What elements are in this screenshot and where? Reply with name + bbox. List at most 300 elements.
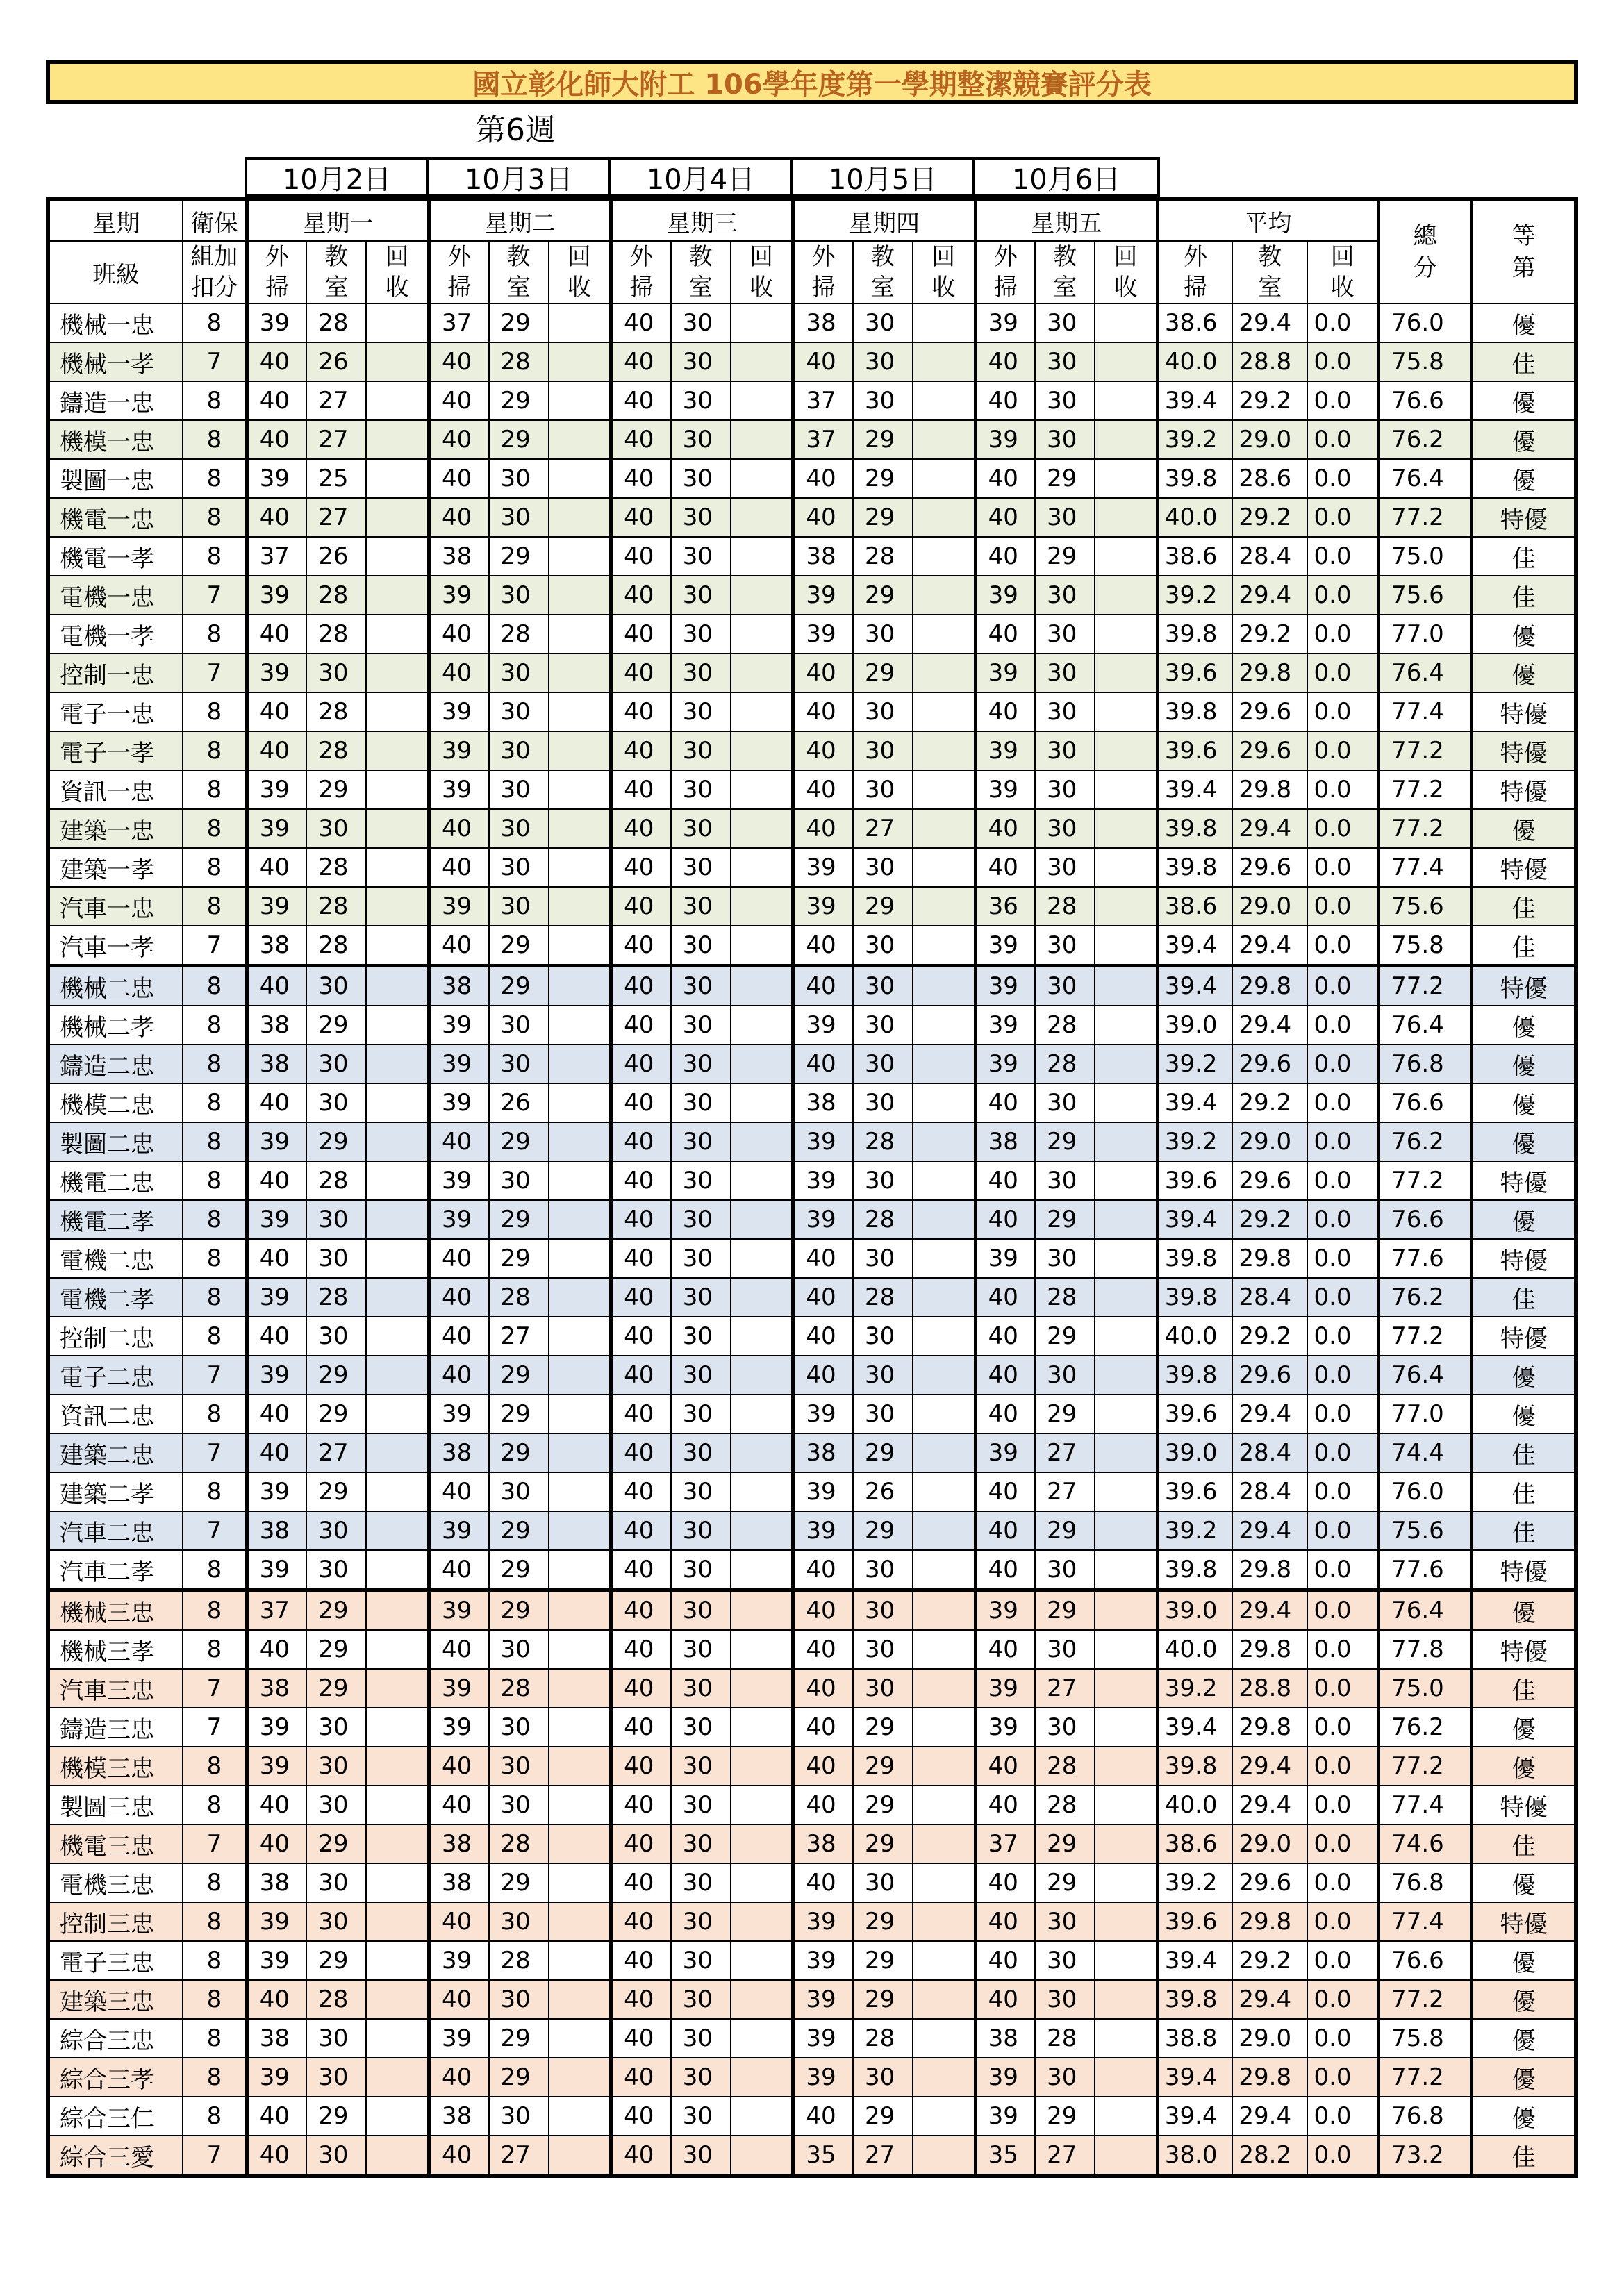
classroom-score: 30	[489, 1747, 549, 1786]
table-row	[48, 1902, 1576, 1941]
classroom-score: 29	[853, 1786, 913, 1824]
recycle-score	[549, 926, 611, 966]
total-score: 77.0	[1379, 1395, 1472, 1433]
recycle-score	[549, 303, 611, 342]
avg-outdoor: 39.4	[1157, 770, 1232, 809]
outdoor-score: 39	[247, 770, 306, 809]
outdoor-score: 40	[429, 1472, 488, 1511]
classroom-score: 30	[853, 1045, 913, 1083]
class-name: 控制三忠	[48, 1902, 183, 1941]
classroom-score: 29	[489, 2058, 549, 2097]
recycle-score	[913, 537, 975, 576]
total-score: 76.4	[1379, 459, 1472, 498]
outdoor-score: 40	[793, 1356, 853, 1395]
classroom-score: 30	[489, 692, 549, 731]
recycle-score	[731, 576, 793, 615]
outdoor-score: 39	[793, 1511, 853, 1550]
recycle-score	[731, 1356, 793, 1395]
outdoor-score: 39	[975, 926, 1035, 966]
deduct-score: 8	[183, 459, 247, 498]
classroom-score: 30	[1035, 420, 1095, 459]
total-score: 77.6	[1379, 1550, 1472, 1590]
recycle-score	[731, 1669, 793, 1708]
avg-recycle: 0.0	[1307, 1161, 1378, 1200]
classroom-score: 28	[489, 1824, 549, 1863]
class-name: 機電三忠	[48, 1824, 183, 1863]
outdoor-score: 40	[247, 966, 306, 1006]
classroom-score: 29	[853, 1433, 913, 1472]
recycle-score	[549, 1708, 611, 1747]
recycle-score	[549, 1278, 611, 1317]
recycle-score	[913, 615, 975, 654]
classroom-score: 29	[1035, 1200, 1095, 1239]
classroom-score: 30	[671, 1511, 731, 1550]
avg-classroom: 29.4	[1232, 2097, 1307, 2136]
total-score: 75.8	[1379, 2019, 1472, 2058]
subheader-top: 教	[688, 243, 713, 271]
deduct-score: 8	[183, 498, 247, 537]
outdoor-score: 40	[611, 576, 671, 615]
recycle-score	[731, 420, 793, 459]
recycle-score	[731, 1630, 793, 1669]
outdoor-score: 40	[975, 1472, 1035, 1511]
recycle-score	[366, 1630, 429, 1669]
subheader-top: 回	[931, 243, 956, 271]
recycle-score	[549, 1941, 611, 1980]
recycle-score	[731, 615, 793, 654]
avg-outdoor: 39.4	[1157, 1708, 1232, 1747]
recycle-score	[1095, 692, 1157, 731]
recycle-score	[366, 537, 429, 576]
grade-label-line2: 第	[1511, 254, 1536, 282]
recycle-score	[731, 2058, 793, 2097]
outdoor-score: 40	[611, 1472, 671, 1511]
avg-classroom: 29.2	[1232, 615, 1307, 654]
avg-outdoor: 39.4	[1157, 2097, 1232, 2136]
recycle-score	[913, 342, 975, 381]
total-score: 76.8	[1379, 1045, 1472, 1083]
outdoor-score: 40	[793, 1550, 853, 1590]
avg-recycle: 0.0	[1307, 2019, 1378, 2058]
recycle-score	[731, 1239, 793, 1278]
recycle-score	[549, 2136, 611, 2176]
outdoor-score: 39	[247, 2058, 306, 2097]
recycle-score	[731, 770, 793, 809]
recycle-score	[913, 1122, 975, 1161]
grade: 優	[1472, 1980, 1576, 2019]
table-row	[48, 654, 1576, 692]
recycle-score	[366, 2097, 429, 2136]
table-row	[48, 1045, 1576, 1083]
avg-outdoor: 39.8	[1157, 692, 1232, 731]
class-name: 汽車三忠	[48, 1669, 183, 1708]
outdoor-score: 40	[793, 770, 853, 809]
total-score: 76.8	[1379, 2097, 1472, 2136]
outdoor-score: 39	[429, 576, 488, 615]
total-score: 75.0	[1379, 1669, 1472, 1708]
outdoor-score: 40	[975, 537, 1035, 576]
total-score: 75.6	[1379, 1511, 1472, 1550]
score-rows	[48, 303, 1576, 2176]
recycle-score	[1095, 1863, 1157, 1902]
outdoor-score: 38	[429, 2097, 488, 2136]
grade-label-line1: 等	[1511, 222, 1536, 250]
table-row	[48, 731, 1576, 770]
class-name: 機械二孝	[48, 1006, 183, 1045]
avg-outdoor: 39.4	[1157, 926, 1232, 966]
deduct-score: 7	[183, 654, 247, 692]
classroom-score: 30	[853, 692, 913, 731]
classroom-score: 30	[853, 1006, 913, 1045]
table-row	[48, 1317, 1576, 1356]
outdoor-score: 40	[611, 1941, 671, 1980]
outdoor-score: 40	[429, 1786, 488, 1824]
recycle-score	[366, 731, 429, 770]
avg-classroom: 28.4	[1232, 537, 1307, 576]
class-name: 製圖二忠	[48, 1122, 183, 1161]
grade: 特優	[1472, 848, 1576, 887]
recycle-score	[731, 1902, 793, 1941]
class-name: 建築三忠	[48, 1980, 183, 2019]
classroom-score: 30	[1035, 654, 1095, 692]
outdoor-score: 40	[611, 1395, 671, 1433]
outdoor-score: 39	[975, 1006, 1035, 1045]
deduct-label-line1: 衛保	[183, 199, 247, 241]
classroom-score: 30	[671, 1550, 731, 1590]
subheader-bottom: 收	[931, 274, 956, 301]
score-table	[46, 197, 1578, 2178]
classroom-score: 28	[306, 615, 366, 654]
table-row	[48, 848, 1576, 887]
class-name: 機模一忠	[48, 420, 183, 459]
outdoor-score: 40	[429, 342, 488, 381]
outdoor-score: 40	[247, 692, 306, 731]
outdoor-score: 40	[429, 1902, 488, 1941]
outdoor-score: 40	[611, 1239, 671, 1278]
recycle-score	[549, 1863, 611, 1902]
class-name: 機械一忠	[48, 303, 183, 342]
classroom-score: 28	[306, 303, 366, 342]
avg-recycle: 0.0	[1307, 966, 1378, 1006]
avg-classroom: 29.8	[1232, 1630, 1307, 1669]
class-name: 電機二孝	[48, 1278, 183, 1317]
subheader-top: 回	[749, 243, 774, 271]
total-score: 76.0	[1379, 303, 1472, 342]
class-name: 汽車二忠	[48, 1511, 183, 1550]
recycle-score	[731, 2136, 793, 2176]
recycle-score	[1095, 1980, 1157, 2019]
grade: 優	[1472, 303, 1576, 342]
classroom-score: 30	[489, 1980, 549, 2019]
outdoor-score: 40	[611, 1083, 671, 1122]
deduct-score: 7	[183, 1433, 247, 1472]
subheader-bottom: 室	[506, 274, 531, 301]
date-header-row	[0, 157, 1624, 197]
avg-outdoor: 39.8	[1157, 809, 1232, 848]
classroom-score: 29	[1035, 1590, 1095, 1631]
recycle-score	[731, 848, 793, 887]
recycle-score	[731, 1786, 793, 1824]
total-score: 77.2	[1379, 731, 1472, 770]
recycle-score	[913, 1902, 975, 1941]
grade: 優	[1472, 1863, 1576, 1902]
table-row	[48, 1980, 1576, 2019]
recycle-score	[731, 303, 793, 342]
grade: 特優	[1472, 731, 1576, 770]
class-name: 機械二忠	[48, 966, 183, 1006]
outdoor-score: 40	[429, 654, 488, 692]
outdoor-score: 40	[611, 1902, 671, 1941]
subheader-bottom: 室	[870, 274, 895, 301]
outdoor-score: 40	[611, 615, 671, 654]
recycle-score	[366, 966, 429, 1006]
outdoor-score: 38	[793, 537, 853, 576]
recycle-score	[366, 381, 429, 420]
avg-classroom: 29.4	[1232, 1980, 1307, 2019]
classroom-score: 30	[1035, 1941, 1095, 1980]
avg-classroom: 29.2	[1232, 381, 1307, 420]
outdoor-score: 40	[793, 809, 853, 848]
avg-classroom: 28.6	[1232, 459, 1307, 498]
classroom-score: 30	[489, 770, 549, 809]
outdoor-score: 37	[247, 537, 306, 576]
recycle-score	[731, 1161, 793, 1200]
avg-classroom: 28.4	[1232, 1472, 1307, 1511]
recycle-score	[913, 1356, 975, 1395]
table-row	[48, 1824, 1576, 1863]
recycle-score	[366, 459, 429, 498]
recycle-score	[913, 420, 975, 459]
classroom-score: 28	[853, 1200, 913, 1239]
outdoor-score: 39	[975, 1239, 1035, 1278]
recycle-score	[366, 2019, 429, 2058]
total-score: 76.6	[1379, 1941, 1472, 1980]
outdoor-score: 40	[611, 303, 671, 342]
classroom-score: 30	[671, 2136, 731, 2176]
total-score: 77.4	[1379, 1902, 1472, 1941]
recycle-score	[549, 1433, 611, 1472]
table-row	[48, 1006, 1576, 1045]
grade: 優	[1472, 2058, 1576, 2097]
deduct-score: 7	[183, 1669, 247, 1708]
recycle-score	[366, 1472, 429, 1511]
subheader-bottom: 收	[385, 274, 409, 301]
classroom-score: 30	[489, 498, 549, 537]
outdoor-score: 38	[247, 1669, 306, 1708]
avg-outdoor: 39.8	[1157, 615, 1232, 654]
grade: 優	[1472, 1356, 1576, 1395]
grade: 優	[1472, 1122, 1576, 1161]
total-score: 75.0	[1379, 537, 1472, 576]
table-row	[48, 420, 1576, 459]
grade: 特優	[1472, 1786, 1576, 1824]
classroom-score: 30	[671, 1941, 731, 1980]
deduct-score: 8	[183, 1630, 247, 1669]
grade: 特優	[1472, 1902, 1576, 1941]
avg-outdoor: 39.6	[1157, 1472, 1232, 1511]
classroom-score: 30	[1035, 615, 1095, 654]
classroom-score: 29	[853, 654, 913, 692]
avg-recycle: 0.0	[1307, 848, 1378, 887]
recycle-score	[549, 654, 611, 692]
avg-recycle: 0.0	[1307, 1980, 1378, 2019]
avg-outdoor: 39.2	[1157, 576, 1232, 615]
subheader-top: 教	[1053, 243, 1077, 271]
classroom-score: 29	[489, 1863, 549, 1902]
date-day-4: 10月5日	[790, 157, 975, 197]
recycle-score	[913, 1433, 975, 1472]
class-name: 機電二忠	[48, 1161, 183, 1200]
outdoor-score: 39	[247, 1278, 306, 1317]
classroom-score: 27	[1035, 1669, 1095, 1708]
outdoor-score: 40	[611, 1200, 671, 1239]
class-name: 建築二忠	[48, 1433, 183, 1472]
recycle-score	[366, 887, 429, 926]
avg-classroom: 29.2	[1232, 1941, 1307, 1980]
classroom-score: 29	[489, 381, 549, 420]
recycle-score	[731, 1550, 793, 1590]
grade: 特優	[1472, 770, 1576, 809]
total-score: 76.4	[1379, 654, 1472, 692]
classroom-score: 30	[1035, 1356, 1095, 1395]
classroom-score: 29	[306, 1590, 366, 1631]
subheader-cell	[306, 241, 366, 303]
outdoor-score: 40	[611, 2136, 671, 2176]
outdoor-score: 40	[611, 1550, 671, 1590]
recycle-score	[731, 926, 793, 966]
outdoor-score: 38	[793, 303, 853, 342]
classroom-score: 30	[671, 1200, 731, 1239]
class-name: 綜合三孝	[48, 2058, 183, 2097]
classroom-score: 30	[306, 1550, 366, 1590]
outdoor-score: 38	[793, 1083, 853, 1122]
outdoor-score: 38	[793, 1433, 853, 1472]
deduct-score: 8	[183, 1472, 247, 1511]
classroom-score: 28	[1035, 1006, 1095, 1045]
recycle-score	[913, 1045, 975, 1083]
class-name: 資訊一忠	[48, 770, 183, 809]
outdoor-score: 40	[611, 1433, 671, 1472]
avg-classroom: 28.2	[1232, 2136, 1307, 2176]
avg-outdoor: 39.6	[1157, 1395, 1232, 1433]
avg-classroom: 29.4	[1232, 1006, 1307, 1045]
table-row	[48, 1395, 1576, 1433]
classroom-score: 30	[853, 2058, 913, 2097]
outdoor-score: 40	[611, 2019, 671, 2058]
deduct-score: 8	[183, 848, 247, 887]
outdoor-score: 39	[975, 1433, 1035, 1472]
avg-outdoor: 39.2	[1157, 1511, 1232, 1550]
outdoor-score: 39	[975, 576, 1035, 615]
classroom-score: 30	[671, 1590, 731, 1631]
grade: 優	[1472, 2097, 1576, 2136]
outdoor-score: 37	[793, 420, 853, 459]
classroom-score: 30	[853, 1395, 913, 1433]
avg-outdoor: 38.0	[1157, 2136, 1232, 2176]
class-name: 電子一忠	[48, 692, 183, 731]
recycle-score	[731, 342, 793, 381]
classroom-score: 26	[306, 537, 366, 576]
subheader-top: 外	[629, 243, 654, 271]
classroom-score: 28	[1035, 887, 1095, 926]
classroom-score: 30	[1035, 342, 1095, 381]
classroom-score: 28	[306, 1161, 366, 1200]
classroom-score: 30	[671, 1824, 731, 1863]
subheader-cell	[671, 241, 731, 303]
deduct-score: 8	[183, 1239, 247, 1278]
recycle-score	[731, 1278, 793, 1317]
avg-recycle: 0.0	[1307, 1902, 1378, 1941]
recycle-score	[731, 966, 793, 1006]
outdoor-score: 40	[611, 770, 671, 809]
class-name: 製圖三忠	[48, 1786, 183, 1824]
avg-classroom: 29.6	[1232, 1356, 1307, 1395]
outdoor-score: 39	[429, 1669, 488, 1708]
avg-outdoor: 40.0	[1157, 1786, 1232, 1824]
total-score: 77.2	[1379, 498, 1472, 537]
outdoor-score: 39	[793, 1472, 853, 1511]
outdoor-score: 40	[793, 1786, 853, 1824]
outdoor-score: 40	[611, 1863, 671, 1902]
grade: 優	[1472, 1200, 1576, 1239]
recycle-score	[1095, 809, 1157, 848]
grade: 優	[1472, 1006, 1576, 1045]
deduct-score: 8	[183, 1122, 247, 1161]
recycle-score	[913, 1863, 975, 1902]
total-score: 77.0	[1379, 615, 1472, 654]
class-name: 控制二忠	[48, 1317, 183, 1356]
deduct-score: 7	[183, 1356, 247, 1395]
recycle-score	[913, 1317, 975, 1356]
table-row	[48, 1669, 1576, 1708]
recycle-score	[1095, 1708, 1157, 1747]
recycle-score	[913, 1980, 975, 2019]
outdoor-score: 35	[975, 2136, 1035, 2176]
avg-classroom: 29.6	[1232, 1863, 1307, 1902]
recycle-score	[1095, 1786, 1157, 1824]
outdoor-score: 39	[429, 1083, 488, 1122]
recycle-score	[913, 1200, 975, 1239]
outdoor-score: 40	[611, 809, 671, 848]
outdoor-score: 39	[975, 2097, 1035, 2136]
classroom-score: 28	[1035, 1045, 1095, 1083]
subheader-bottom: 室	[324, 274, 349, 301]
deduct-score: 8	[183, 2097, 247, 2136]
classroom-score: 30	[671, 1122, 731, 1161]
page-title: 國立彰化師大附工 106學年度第一學期整潔競賽評分表	[46, 60, 1578, 104]
recycle-score	[549, 1472, 611, 1511]
recycle-score	[366, 809, 429, 848]
total-score: 77.8	[1379, 1630, 1472, 1669]
outdoor-score: 39	[247, 887, 306, 926]
classroom-score: 30	[306, 966, 366, 1006]
classroom-score: 28	[853, 1278, 913, 1317]
recycle-score	[913, 692, 975, 731]
sub-header-row	[48, 241, 1576, 303]
recycle-score	[731, 1045, 793, 1083]
avg-classroom: 29.8	[1232, 1902, 1307, 1941]
classroom-score: 30	[853, 966, 913, 1006]
classroom-score: 30	[489, 459, 549, 498]
date-day-2: 10月3日	[426, 157, 611, 197]
outdoor-score: 40	[611, 1669, 671, 1708]
outdoor-score: 40	[611, 1747, 671, 1786]
deduct-score: 8	[183, 537, 247, 576]
outdoor-score: 40	[429, 1630, 488, 1669]
recycle-score	[913, 966, 975, 1006]
outdoor-score: 40	[429, 1239, 488, 1278]
grade: 特優	[1472, 1630, 1576, 1669]
